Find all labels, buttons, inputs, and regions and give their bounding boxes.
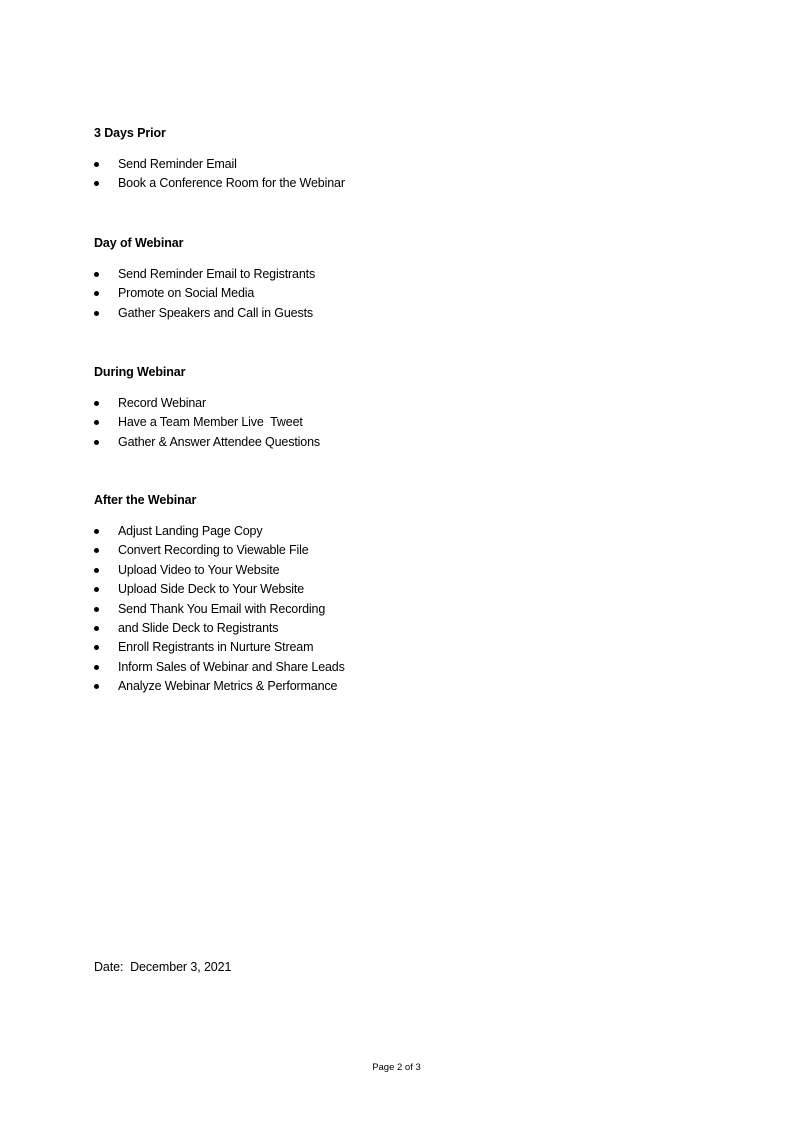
list-item [94, 413, 694, 432]
section-heading: After the Webinar [94, 493, 197, 507]
list-item [94, 304, 694, 323]
section-heading: During Webinar [94, 365, 186, 379]
bullet-icon [94, 529, 99, 534]
date-line: Date: December 3, 2021 [94, 960, 232, 974]
list-item-text: Book a Conference Room for the Webinar [118, 176, 345, 191]
list-item-text: Enroll Registrants in Nurture Stream [118, 640, 314, 655]
bullet-list [94, 394, 694, 452]
list-item-text: Convert Recording to Viewable File [118, 543, 309, 558]
bullet-icon [94, 311, 99, 316]
list-item [94, 677, 694, 696]
bullet-list [94, 265, 694, 323]
list-item-text: Upload Video to Your Website [118, 562, 280, 577]
bullet-icon [94, 548, 99, 553]
list-item-text: and Slide Deck to Registrants [118, 620, 279, 635]
list-item-text: Send Reminder Email [118, 157, 237, 171]
list-item [94, 284, 694, 303]
section-after-the-webinar [94, 492, 694, 697]
list-item [94, 433, 694, 452]
list-item-text: Adjust Landing Page Copy [118, 524, 263, 538]
bullet-icon [94, 181, 99, 186]
page-number-footer: Page 2 of 3 [372, 1062, 421, 1073]
list-item [94, 600, 694, 619]
bullet-icon [94, 401, 99, 406]
section-heading: 3 Days Prior [94, 126, 166, 140]
section-3-days-prior [94, 125, 694, 194]
bullet-list [94, 155, 694, 194]
list-item-text: Have a Team Member Live Tweet [118, 415, 303, 430]
bullet-icon [94, 587, 99, 592]
list-item [94, 174, 694, 193]
list-item [94, 394, 694, 413]
list-item-text: Gather Speakers and Call in Guests [118, 305, 314, 320]
list-item-text: Gather & Answer Attendee Questions [118, 434, 320, 449]
bullet-icon [94, 291, 99, 296]
section-day-of-webinar [94, 235, 694, 323]
bullet-icon [94, 272, 99, 277]
bullet-icon [94, 607, 99, 612]
list-item-text: Send Reminder Email to Registrants [118, 267, 316, 281]
list-item [94, 580, 694, 599]
list-item [94, 541, 694, 560]
bullet-icon [94, 684, 99, 689]
list-item-text: Promote on Social Media [118, 286, 255, 301]
list-item-text: Send Thank You Email with Recording [118, 601, 326, 616]
list-item-text: Inform Sales of Webinar and Share Leads [118, 659, 345, 674]
bullet-icon [94, 420, 99, 425]
bullet-icon [94, 626, 99, 631]
list-item [94, 638, 694, 657]
list-item [94, 561, 694, 580]
bullet-icon [94, 440, 99, 445]
list-item [94, 619, 694, 638]
list-item-text: Upload Side Deck to Your Website [118, 582, 305, 597]
section-during-webinar [94, 364, 694, 452]
bullet-icon [94, 665, 99, 670]
list-item-text: Analyze Webinar Metrics & Performance [118, 679, 338, 694]
list-item [94, 658, 694, 677]
section-heading: Day of Webinar [94, 236, 184, 250]
bullet-icon [94, 162, 99, 167]
list-item [94, 155, 694, 174]
list-item [94, 522, 694, 541]
bullet-icon [94, 645, 99, 650]
bullet-icon [94, 568, 99, 573]
bullet-list [94, 522, 694, 697]
list-item-text: Record Webinar [118, 396, 206, 410]
list-item [94, 265, 694, 284]
